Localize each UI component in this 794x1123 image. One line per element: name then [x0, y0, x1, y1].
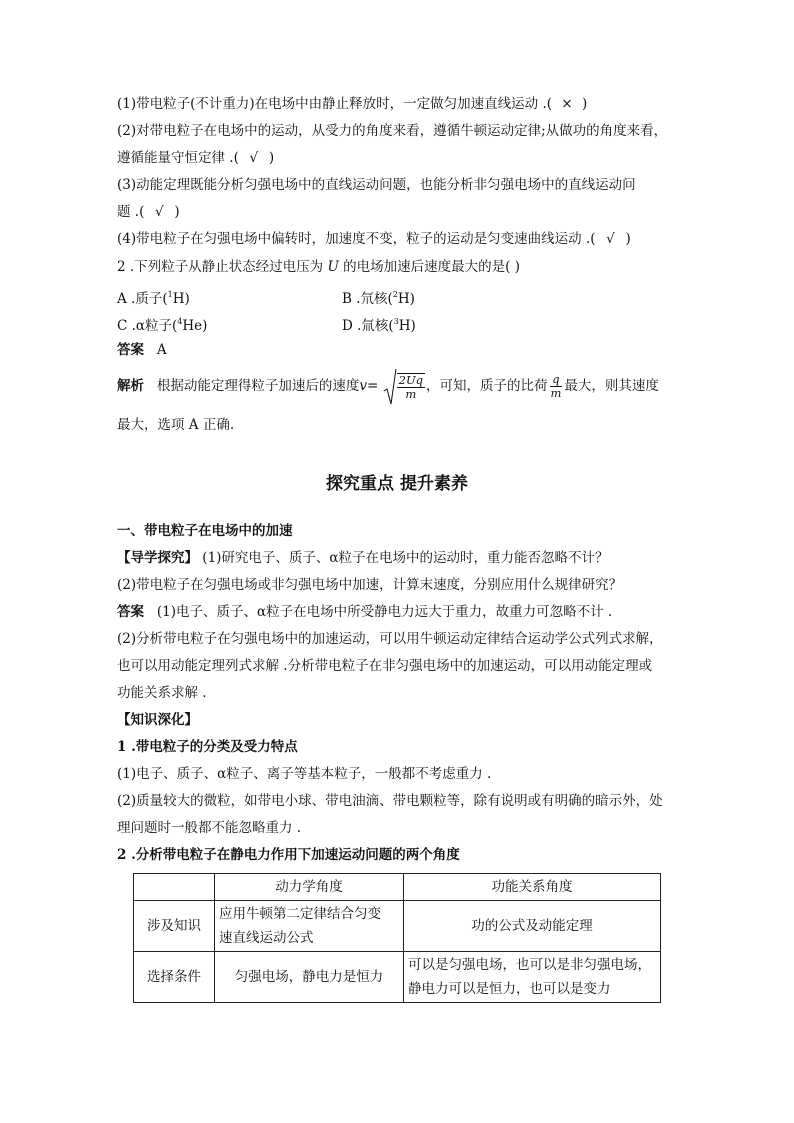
- part-1-answer-2c: 功能关系求解 .: [117, 685, 207, 701]
- judgment-3-text: 题 .(: [117, 204, 145, 220]
- knowledge-1-item-2a: (2)质量较大的微粒，如带电小球、带电油滴、带电颗粒等，除有说明或有明确的暗示外，处: [117, 793, 663, 809]
- analysis-text-b: ，可知，质子的比荷: [426, 378, 548, 394]
- option-b-sup: 2: [392, 290, 398, 299]
- table-header-dynamics: 动力学角度: [215, 874, 404, 901]
- answer-label: 答案: [117, 342, 144, 358]
- sqrt-sign-icon: [383, 367, 397, 407]
- knowledge-1-item-2b: 理问题时一般都不能忽略重力 .: [117, 820, 302, 836]
- judgment-3-line2: [117, 203, 180, 221]
- guide-tag: 【导学探究】: [117, 550, 198, 566]
- option-d: [342, 313, 416, 335]
- table-cell-dynamics: [215, 901, 404, 952]
- analysis-line-1: [117, 366, 659, 406]
- option-a-symbol: H): [172, 291, 190, 307]
- ratio-denominator: m: [550, 386, 562, 400]
- guide-question-2: (2)带电粒子在匀强电场或非匀强电场中加速，计算末速度，分别应用什么规律研究？: [117, 577, 623, 593]
- knowledge-1-title: 1 .带电粒子的分类及受力特点: [117, 739, 298, 755]
- judgment-2-line2: [117, 149, 274, 167]
- formula-denominator: m: [405, 386, 417, 401]
- judgment-1: [117, 95, 587, 113]
- comparison-table: [133, 873, 661, 1003]
- table-header-row: [134, 874, 661, 901]
- velocity-formula: [383, 367, 426, 407]
- table-header-energy: 功能关系角度: [404, 874, 661, 901]
- question-2-stem: [117, 258, 520, 276]
- analysis-text-a: 根据动能定理得粒子加速后的速度: [156, 378, 360, 394]
- judgment-3-line1: (3)动能定理既能分析匀强电场中的直线运动问题，也能分析非匀强电场中的直线运动问: [117, 177, 636, 193]
- option-d-sup: 3: [393, 317, 399, 326]
- table-row: [134, 901, 661, 952]
- judgment-2-text: 遵循能量守恒定律 .(: [117, 150, 239, 166]
- deepen-tag: 【知识深化】: [117, 712, 198, 728]
- answer-value: A: [156, 342, 167, 358]
- knowledge-1-item-1: (1)电子、质子、α粒子、离子等基本粒子，一般都不考虑重力 .: [117, 766, 492, 782]
- option-a-label: A .质子(: [117, 291, 168, 307]
- guide-question-1: [117, 549, 609, 567]
- table-cell-energy-line2: 静电力可以是恒力，也可以是变力: [408, 981, 611, 997]
- option-a: [117, 286, 190, 308]
- option-d-label: D .氚核(: [342, 318, 394, 334]
- option-b-label: B .氘核(: [342, 291, 393, 307]
- judgment-4: [117, 230, 631, 248]
- part-1-answer-label: 答案: [117, 604, 144, 620]
- table-cell-dynamics-line2: 速直线运动公式: [219, 930, 314, 946]
- formula-numerator: 2Uq: [398, 372, 423, 387]
- judgment-4-close: ): [625, 231, 631, 247]
- judgment-3-mark: √: [155, 204, 164, 220]
- judgment-2-mark: √: [249, 150, 259, 166]
- part-1-answer-1-text: (1)电子、质子、α粒子在电场中所受静电力远大于重力，故重力可忽略不计 .: [156, 604, 613, 620]
- sqrt-fraction: [397, 373, 425, 401]
- option-c-sup: 4: [177, 317, 183, 326]
- table-header-empty: [134, 874, 215, 901]
- table-cell-energy: [404, 952, 661, 1003]
- option-a-sup: 1: [167, 290, 173, 299]
- guide-q1-text: (1)研究电子、质子、α粒子在电场中的运动时，重力能否忽略不计？: [202, 550, 609, 566]
- part-1-heading: 一、带电粒子在电场中的加速: [117, 523, 293, 539]
- option-c: [117, 313, 207, 335]
- table-row-label: 选择条件: [134, 952, 215, 1003]
- velocity-variable: v: [359, 378, 368, 394]
- table-row-label: 涉及知识: [134, 901, 215, 952]
- analysis-line-2: 最大，选项 A 正确.: [117, 417, 235, 433]
- part-1-answer-2b: 也可以用动能定理列式求解 .分析带电粒子在非匀强电场中的加速运动，可以用动能定理或: [117, 658, 653, 674]
- judgment-1-close: ): [582, 96, 588, 112]
- table-cell-dynamics: 匀强电场，静电力是恒力: [215, 952, 404, 1003]
- voltage-variable: U: [327, 259, 339, 275]
- judgment-1-text: (1)带电粒子(不计重力)在电场中由静止释放时，一定做匀加速直线运动 .(: [117, 96, 553, 112]
- judgment-4-mark: √: [606, 231, 615, 247]
- option-d-symbol: H): [398, 318, 416, 334]
- table-cell-dynamics-line1: 应用牛顿第二定律结合匀变: [219, 906, 381, 922]
- question-2-stem-b: 的电场加速后速度最大的是( ): [343, 259, 520, 275]
- ratio-numerator: q: [552, 372, 560, 386]
- analysis-text-c: 最大，则其速度: [564, 378, 659, 394]
- knowledge-2-title: 2 .分析带电粒子在静电力作用下加速运动问题的两个角度: [117, 847, 460, 863]
- charge-mass-ratio: [549, 373, 564, 400]
- option-c-label: C .α粒子(: [117, 318, 178, 334]
- judgment-1-mark: ×: [561, 96, 573, 112]
- table-cell-energy-line1: 可以是匀强电场，也可以是非匀强电场，: [408, 957, 651, 973]
- judgment-4-text: (4)带电粒子在匀强电场中偏转时，加速度不变，粒子的运动是匀变速曲线运动 .(: [117, 231, 596, 247]
- section-title: 探究重点 提升素养: [326, 474, 468, 494]
- judgment-2-line1: (2)对带电粒子在电场中的运动，从受力的角度来看，遵循牛顿运动定律;从做功的角度来看，: [117, 123, 668, 139]
- answer-line: [117, 341, 167, 359]
- option-b-symbol: H): [397, 291, 415, 307]
- part-1-answer-2a: (2)分析带电粒子在匀强电场中的加速运动，可以用牛顿运动定律结合运动学公式列式求解，: [117, 631, 663, 647]
- judgment-2-close: ): [268, 150, 275, 166]
- judgment-3-close: ): [174, 204, 180, 220]
- question-2-stem-a: 2 .下列粒子从静止状态经过电压为: [117, 259, 324, 275]
- equals-sign: =: [367, 378, 379, 394]
- analysis-label: 解析: [117, 378, 144, 394]
- table-cell-energy: 功的公式及动能定理: [404, 901, 661, 952]
- part-1-answer-1: [117, 603, 612, 621]
- option-b: [342, 286, 415, 308]
- option-c-symbol: He): [182, 318, 208, 334]
- table-row: [134, 952, 661, 1003]
